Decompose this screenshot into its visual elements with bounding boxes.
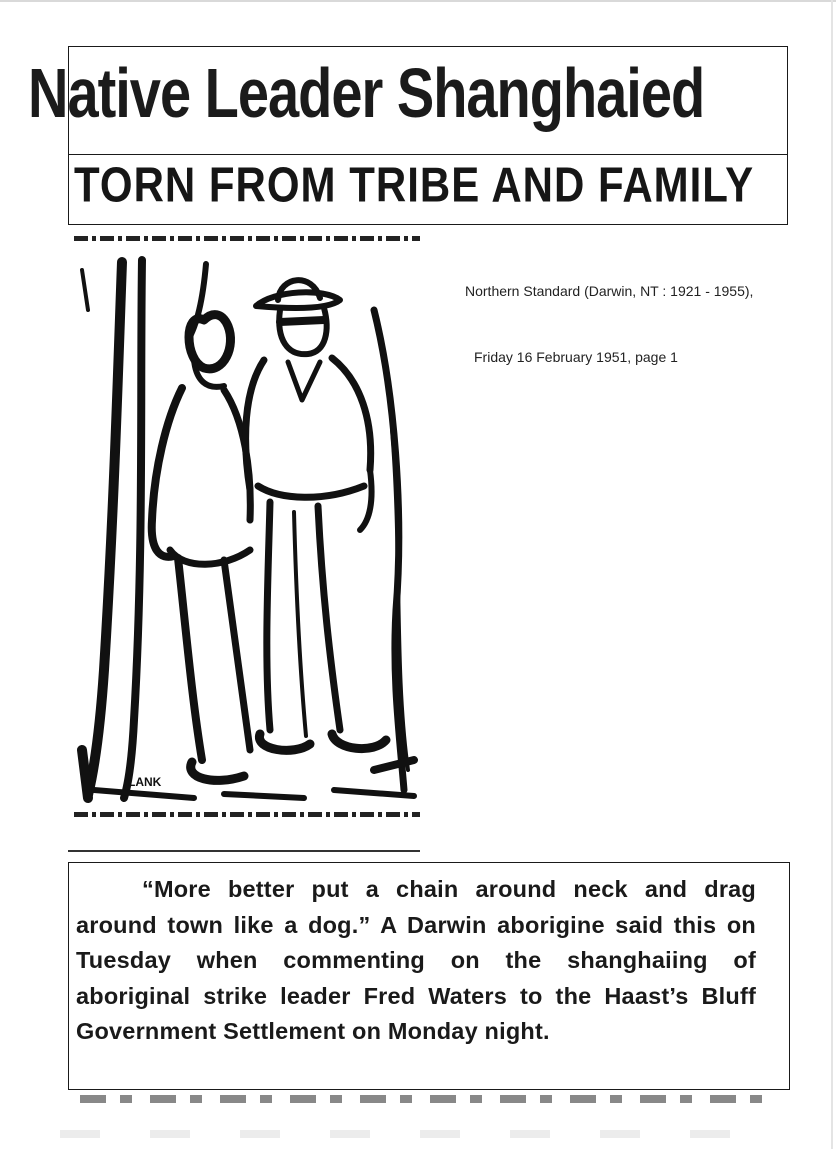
two-men-standing-illustration xyxy=(74,250,420,805)
truncated-text-line xyxy=(80,1095,770,1103)
scan-artifact xyxy=(60,1130,780,1138)
page-right-edge xyxy=(831,0,833,1149)
decorative-rule-top xyxy=(74,236,420,241)
headline: Native Leader Shanghaied xyxy=(28,53,705,132)
divider-line xyxy=(68,850,420,852)
decorative-rule-bottom xyxy=(74,812,420,817)
page-top-edge xyxy=(0,0,836,2)
source-citation: Northern Standard (Darwin, NT : 1921 - 1955), xyxy=(465,283,754,299)
illustration-signature: LANK xyxy=(128,775,162,789)
publication-date: Friday 16 February 1951, page 1 xyxy=(474,349,678,365)
article-lead-text: “More better put a chain around neck and drag around town like a dog.” A Darwin aborigine said this on Tuesday when commenting on the shanghaiing of aboriginal strike leader Fred Waters to the Haast’s Bluff Government Settlement on Monday night. xyxy=(76,876,756,1045)
subheadline: TORN FROM TRIBE AND FAMILY xyxy=(74,156,755,212)
